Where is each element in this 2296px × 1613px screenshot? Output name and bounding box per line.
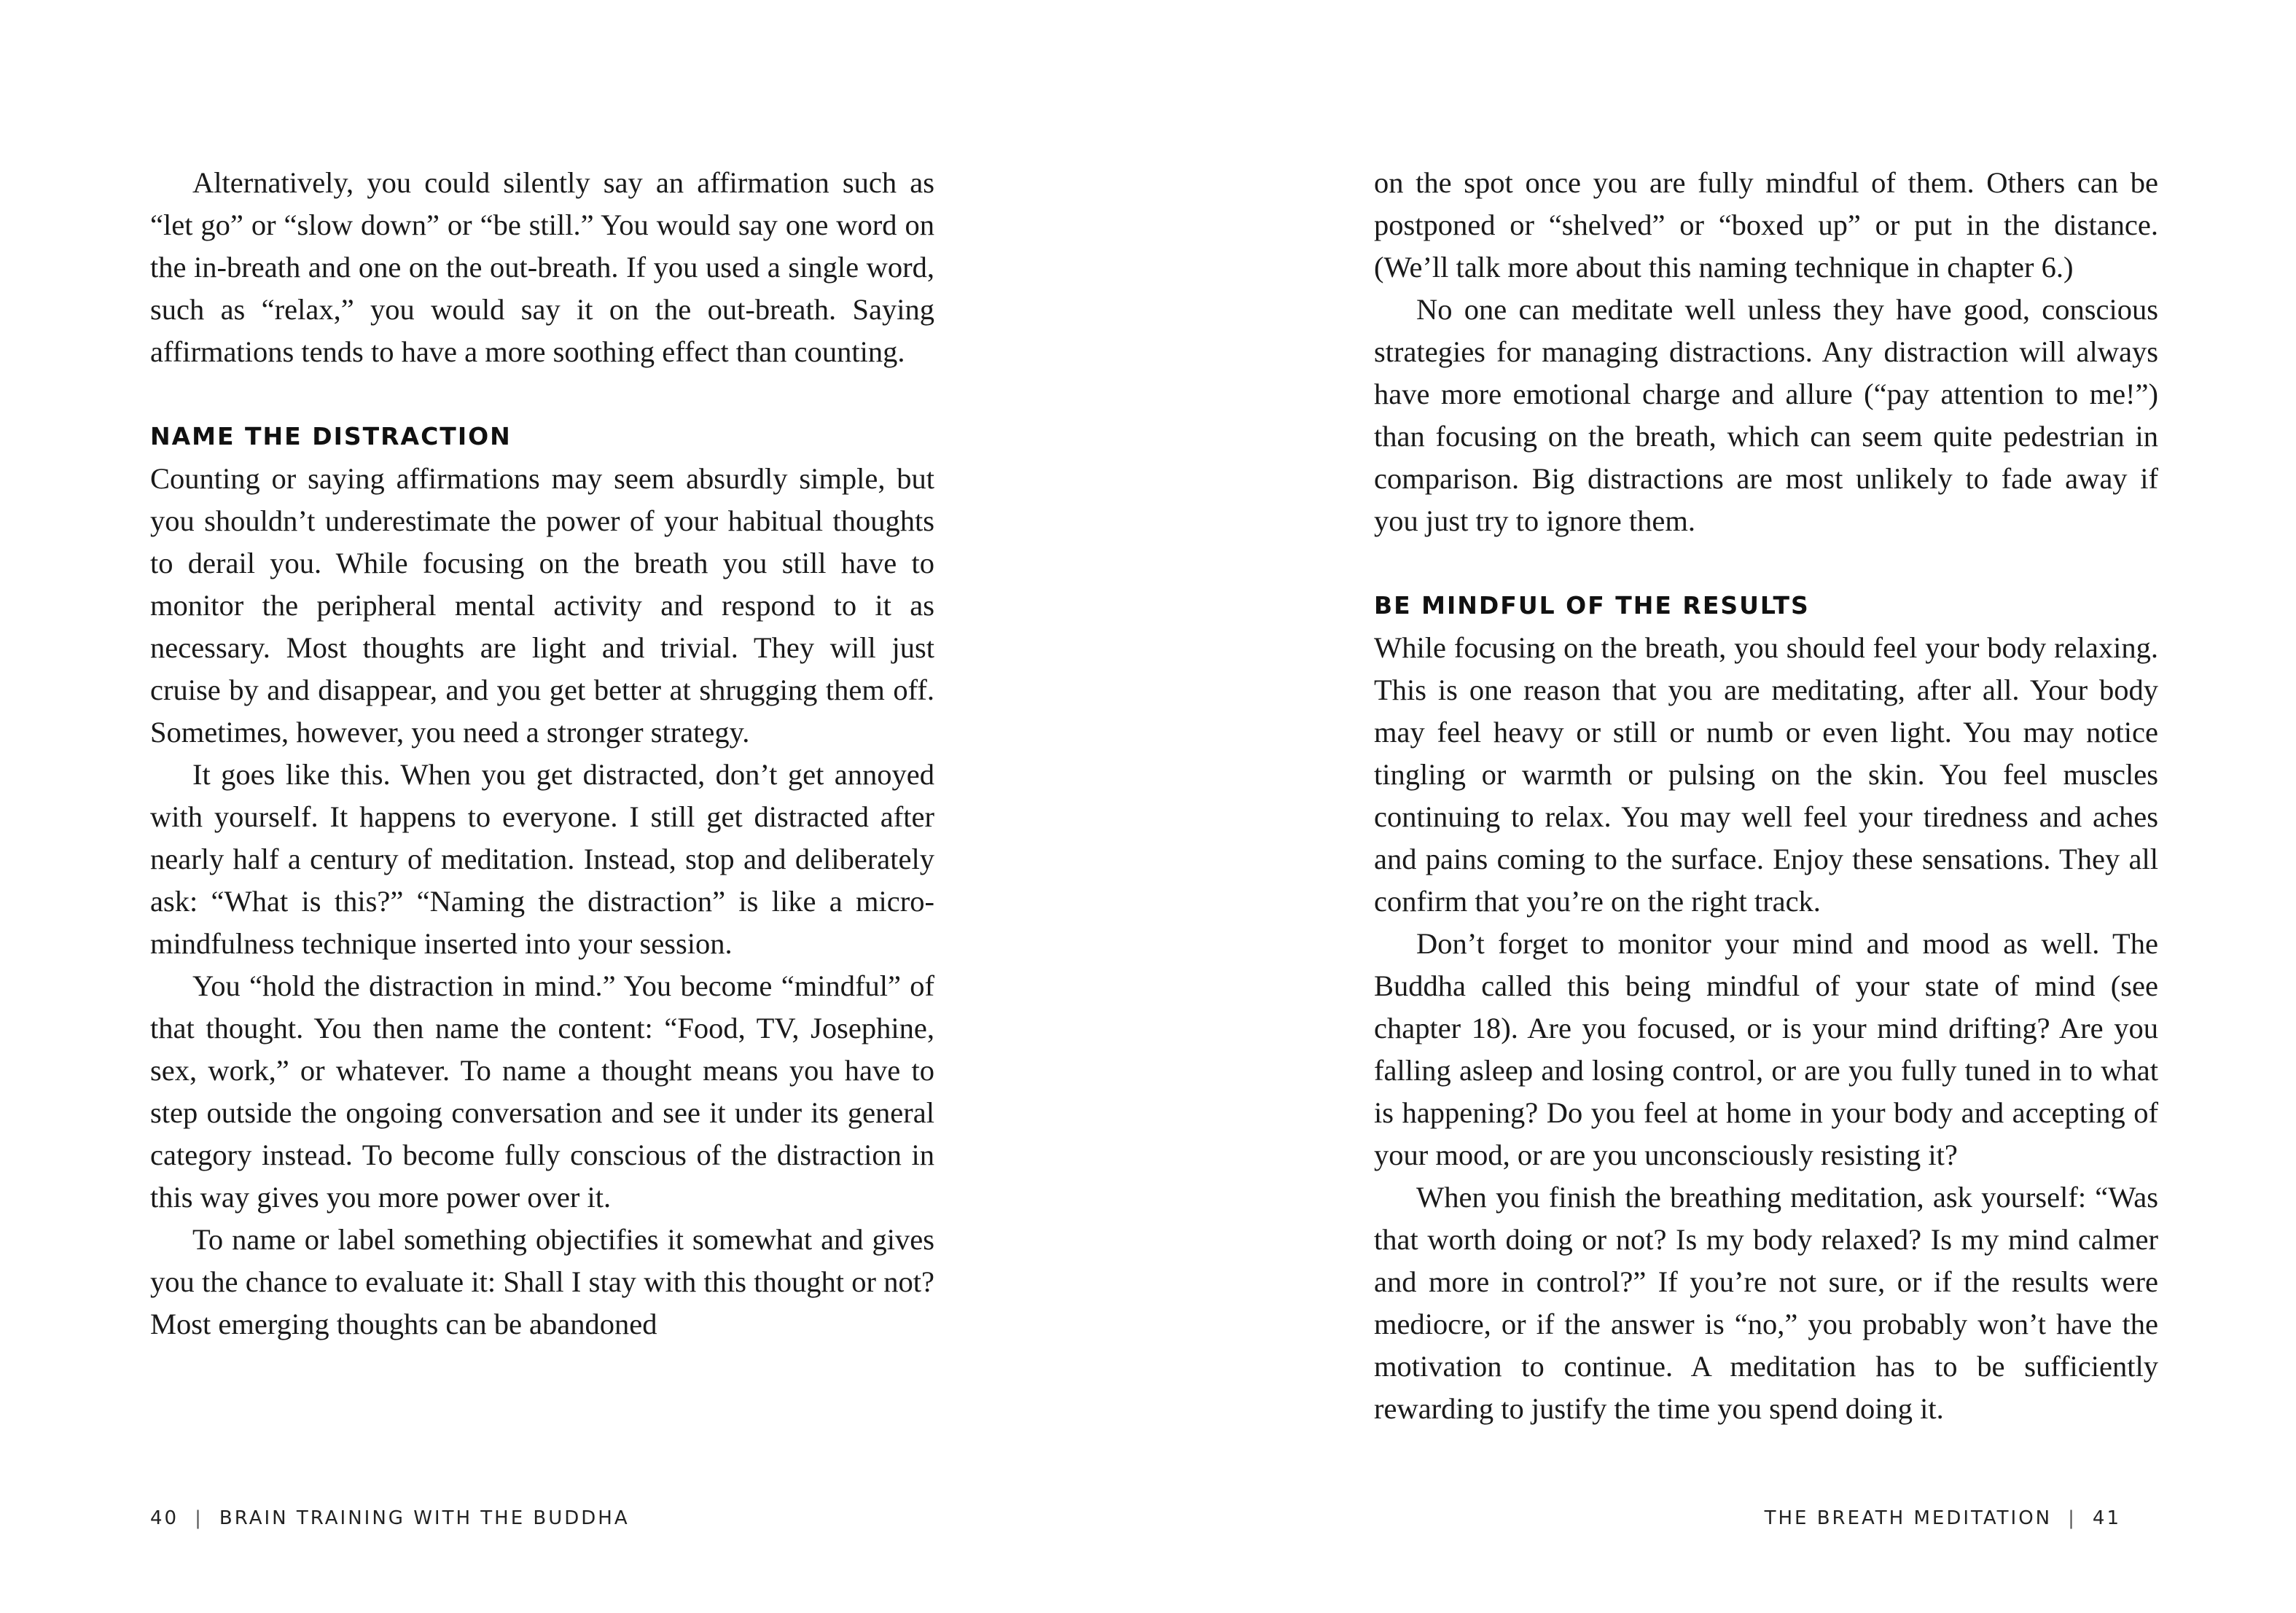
footer-separator: | <box>2068 1507 2077 1529</box>
body-paragraph: No one can meditate well unless they have good, conscious strategies for managing distractions. Any distraction will always have more emotional charge and allure (“pay attention to me!”) than focusing on the breath, which can seem quite pedestrian in comparison. Big distractions are most unlikely to fade away if you just try to ignore them. <box>1374 293 2158 537</box>
running-title: THE BREATH MEDITATION <box>1764 1507 2053 1529</box>
body-paragraph: To name or label something objectifies it somewhat and gives you the chance to evaluate it: Shall I stay with this thought or not? Most emerging thoughts can be abandoned <box>150 1223 934 1340</box>
right-page-footer <box>1765 1507 2121 1529</box>
section-heading-be-mindful-of-the-results: BE MINDFUL OF THE RESULTS <box>1374 591 1810 620</box>
body-paragraph: When you finish the breathing meditation, ask yourself: “Was that worth doing or not? Is my body relaxed? Is my mind calmer and more in control?” If you’re not sure, or if the results were mediocre, or if the answer is “no,” you probably won’t have the motivation to continue. A meditation has to be sufficiently rewarding to justify the time you spend doing it. <box>1374 1181 2158 1425</box>
body-paragraph: While focusing on the breath, you should feel your body relaxing. This is one reason that you are meditating, after all. Your body may feel heavy or still or numb or even light. You may notice tingling or warmth or pulsing on the skin. You feel muscles continuing to relax. You may well feel your tiredness and aches and pains coming to the surface. Enjoy these sensations. They all confirm that you’re on the right track. <box>1374 631 2158 918</box>
running-title: BRAIN TRAINING WITH THE BUDDHA <box>219 1507 630 1529</box>
body-paragraph: It goes like this. When you get distracted, don’t get annoyed with yourself. It happens to everyone. I still get distracted after nearly half a century of meditation. Instead, stop and deliberately ask: “What is this?” “Naming the distraction” is like a micro-mindfulness technique inserted into your session. <box>150 758 934 960</box>
body-paragraph: Don’t forget to monitor your mind and mood as well. The Buddha called this being mindful of your state of mind (see chapter 18). Are you focused, or is your mind drifting? Are you falling asleep and losing control, or are you fully tuned in to what is happening? Do you feel at home in your body and accepting of your mood, or are you unconsciously resisting it? <box>1374 927 2158 1171</box>
page-number: 41 <box>2092 1507 2121 1529</box>
left-page-body <box>150 162 934 1346</box>
body-paragraph: Alternatively, you could silently say an affirmation such as “let go” or “slow down” or “be still.” You would say one word on the in-breath and one on the out-breath. If you used a single word, such as “relax,” you would say it on the out-breath. Saying affirmations tends to have a more soothing effect than counting. <box>150 166 934 368</box>
left-page-footer <box>150 1507 630 1529</box>
footer-separator: | <box>195 1507 203 1529</box>
right-page-body <box>1374 162 2158 1430</box>
body-paragraph: You “hold the distraction in mind.” You become “mindful” of that thought. You then name the content: “Food, TV, Josephine, sex, work,” or whatever. To name a thought means you have to step outside the ongoing conversation and see it under its general category instead. To become fully conscious of the distraction in this way gives you more power over it. <box>150 969 934 1214</box>
right-page <box>1148 0 2296 1613</box>
page-number: 40 <box>150 1507 179 1529</box>
body-paragraph: Counting or saying affirmations may seem absurdly simple, but you shouldn’t underestimate the power of your habitual thoughts to derail you. While focusing on the breath you still have to monitor the peripheral mental activity and respond to it as necessary. Most thoughts are light and trivial. They will just cruise by and disappear, and you get better at shrugging them off. Sometimes, however, you need a stronger strategy. <box>150 462 934 749</box>
body-paragraph: on the spot once you are fully mindful of them. Others can be postponed or “shelved” or “boxed up” or put in the distance. (We’ll talk more about this naming technique in chapter 6.) <box>1374 166 2158 284</box>
section-heading-name-the-distraction: NAME THE DISTRACTION <box>150 422 512 450</box>
